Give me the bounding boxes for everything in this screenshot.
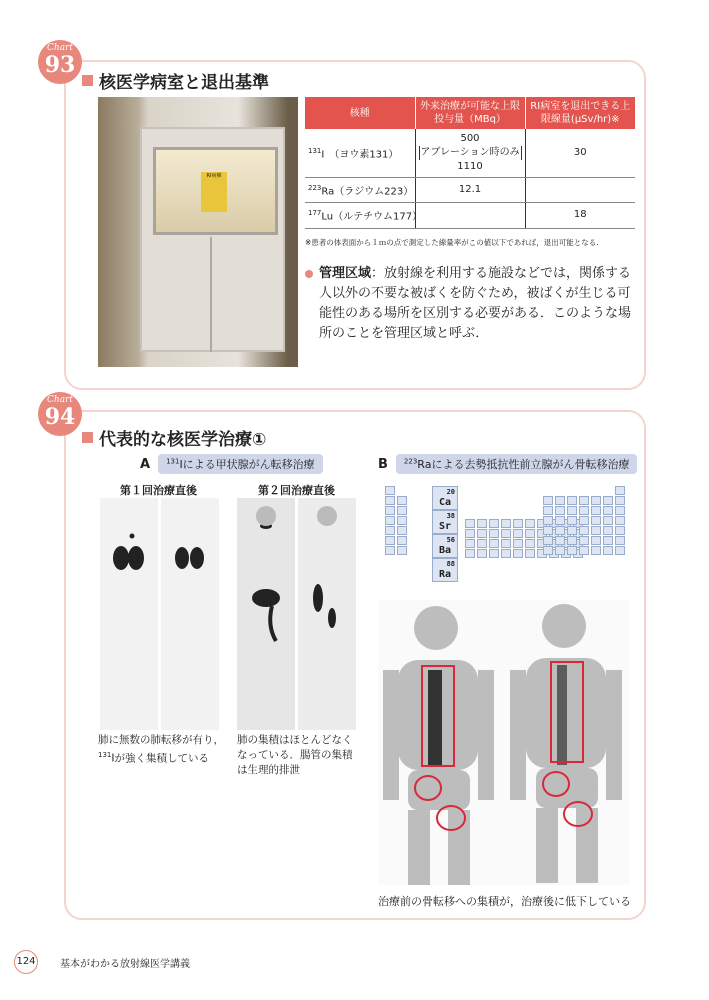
element-cell [603, 536, 613, 545]
element-cell [397, 506, 407, 515]
element-cell [525, 549, 535, 558]
bullet-term: 管理区域 [319, 265, 372, 281]
panel-heading: Iによる甲状腺がん転移治療 [179, 458, 315, 471]
element-cell [603, 516, 613, 525]
element-cell [525, 519, 535, 528]
chart93-badge [38, 40, 82, 84]
panel-heading: Raによる去勢抵抗性前立腺がん骨転移治療 [417, 458, 630, 471]
iodine-scan-images [100, 498, 360, 730]
bullet-paragraph [305, 264, 637, 344]
element-cell [615, 516, 625, 525]
element-cell [385, 486, 395, 495]
element-cell [543, 516, 553, 525]
sup: 223 [308, 184, 322, 192]
nuclide: Lu（ルテチウム177） [321, 211, 423, 223]
chart94-title [82, 425, 266, 450]
caption-line: 肺に無数の肺転移が有り， [98, 734, 224, 746]
element-cell [579, 546, 589, 555]
element-cell [489, 529, 499, 538]
nuclide: I （ヨウ素131） [321, 149, 399, 161]
element-ra [432, 558, 458, 582]
element-cell [397, 536, 407, 545]
element-cell [385, 496, 395, 505]
element-cell [603, 526, 613, 535]
header-dose: 外来治療が可能な上限投与量（MBq） [415, 97, 525, 129]
element-cell [591, 506, 601, 515]
table-row [305, 178, 635, 203]
panel-a-header [140, 454, 323, 474]
panel-b-header [378, 454, 637, 474]
element-cell [501, 529, 511, 538]
element-cell [397, 496, 407, 505]
element-cell [465, 539, 475, 548]
nuclide: Ra（ラジウム223） [321, 186, 414, 198]
element-cell [477, 549, 487, 558]
element-symbol: Ra [438, 569, 452, 580]
element-cell [477, 539, 487, 548]
element-cell [579, 536, 589, 545]
scan-caption-second: 肺の集積はほとんどなくなっている．腸管の集積は生理的排泄 [237, 734, 353, 776]
element-cell [513, 549, 523, 558]
title-square-icon [82, 75, 93, 86]
element-cell [567, 536, 577, 545]
limit: 30 [525, 129, 635, 178]
section-title: 代表的な核医学治療① [99, 430, 267, 450]
atomic-number: 20 [446, 488, 455, 496]
panel-letter: A [140, 456, 151, 472]
table-row [305, 203, 635, 228]
element-cell [385, 516, 395, 525]
element-cell [603, 496, 613, 505]
element-cell [615, 496, 625, 505]
element-cell [513, 539, 523, 548]
badge-number: 94 [44, 404, 76, 430]
element-cell [465, 529, 475, 538]
element-cell [603, 546, 613, 555]
limit: 18 [525, 203, 635, 228]
sup: 131 [166, 457, 180, 466]
element-cell [567, 516, 577, 525]
element-cell [615, 526, 625, 535]
element-cell [567, 546, 577, 555]
element-cell [543, 526, 553, 535]
limit [525, 178, 635, 203]
element-cell [501, 549, 511, 558]
element-cell [567, 506, 577, 515]
element-cell [579, 506, 589, 515]
element-symbol: Sr [438, 521, 452, 532]
bullet-dot-icon [305, 270, 313, 278]
scan-label-second: 第２回治療直後 [258, 484, 335, 497]
element-symbol: Ca [438, 497, 452, 508]
element-cell [591, 516, 601, 525]
element-cell [465, 519, 475, 528]
element-cell [543, 496, 553, 505]
header-limit: RI病室を退出できる上限線量(µSv/hr)※ [525, 97, 635, 129]
element-cell [543, 546, 553, 555]
element-cell [397, 546, 407, 555]
dose: 500 [460, 133, 480, 144]
bullet-text: ：放射線を利用する施設などでは，関係する人以外の不要な被ばくを防ぐため，被ばくが生じる可能性のある場所を区別する必要がある．このような場所のことを管理区域と呼ぶ． [319, 265, 632, 341]
element-cell [501, 539, 511, 548]
element-cell [603, 506, 613, 515]
element-cell [525, 539, 535, 548]
atomic-number: 88 [446, 560, 455, 568]
element-cell [591, 536, 601, 545]
door-photo [98, 97, 298, 367]
header-nuclide: 核種 [305, 97, 415, 129]
book-title: 基本がわかる放射線医学講義 [60, 959, 190, 970]
chart93-title [82, 68, 269, 93]
sup: 131 [308, 146, 322, 155]
element-cell [397, 526, 407, 535]
section-title: 核医学病室と退出基準 [99, 73, 269, 93]
chart93-right-column [305, 97, 637, 344]
scan-label-first: 第１回治療直後 [120, 484, 197, 497]
element-cell [555, 496, 565, 505]
element-cell [385, 526, 395, 535]
element-symbol: Ba [438, 545, 452, 556]
panel-b-pill [396, 454, 638, 474]
element-cell [489, 549, 499, 558]
sup: 177 [308, 209, 322, 218]
element-cell [465, 549, 475, 558]
group2-elements [432, 486, 458, 582]
dose [415, 203, 525, 228]
element-cell [477, 529, 487, 538]
title-square-icon [82, 432, 93, 443]
element-cell [555, 536, 565, 545]
bone-scan-images [378, 600, 630, 885]
element-cell [525, 529, 535, 538]
dose: 12.1 [415, 178, 525, 203]
element-cell [567, 496, 577, 505]
element-cell [385, 506, 395, 515]
element-cell [555, 526, 565, 535]
badge-label: Chart [47, 395, 73, 405]
page-number-text: 124 [16, 956, 36, 967]
chart94-badge [38, 392, 82, 436]
element-cell [397, 516, 407, 525]
badge-label: Chart [47, 43, 73, 53]
element-cell [543, 506, 553, 515]
sign-text: RI病棟 [206, 173, 222, 179]
dose2: 1110 [457, 161, 483, 172]
caption-line: Iが強く集積している [111, 752, 209, 765]
panel-a-pill [158, 454, 323, 474]
element-cell [543, 536, 553, 545]
element-cell [489, 539, 499, 548]
sup: 131 [98, 751, 112, 759]
element-cell [489, 519, 499, 528]
element-cell [615, 506, 625, 515]
element-cell [567, 526, 577, 535]
element-cell [591, 546, 601, 555]
element-ca [432, 486, 458, 510]
element-cell [615, 546, 625, 555]
radiation-sign [201, 172, 227, 212]
element-cell [591, 496, 601, 505]
element-cell [501, 519, 511, 528]
element-cell [385, 536, 395, 545]
element-cell [513, 519, 523, 528]
element-cell [579, 526, 589, 535]
element-cell [555, 516, 565, 525]
atomic-number: 38 [446, 512, 455, 520]
badge-number: 93 [44, 52, 76, 78]
element-cell [385, 546, 395, 555]
nuclide-table [305, 97, 635, 229]
element-cell [555, 546, 565, 555]
dose-note: アブレーション時のみ [420, 147, 520, 158]
element-cell [615, 536, 625, 545]
element-cell [555, 506, 565, 515]
bone-scan-caption: 治療前の骨転移への集積が，治療後に低下している [378, 895, 631, 908]
sup: 223 [403, 457, 418, 466]
table-row [305, 129, 635, 178]
element-sr [432, 510, 458, 534]
panel-letter: B [378, 456, 388, 472]
element-cell [513, 529, 523, 538]
element-cell [477, 519, 487, 528]
element-cell [579, 496, 589, 505]
element-cell [579, 516, 589, 525]
element-cell [591, 526, 601, 535]
element-cell [615, 486, 625, 495]
element-ba [432, 534, 458, 558]
atomic-number: 56 [446, 536, 455, 544]
scan-caption-first [98, 733, 230, 767]
table-note: ※患者の体表面から１ｍの点で測定した線量率がこの値以下であれば，退出可能となる. [305, 237, 599, 247]
periodic-table [385, 486, 630, 586]
page-number [14, 950, 38, 974]
